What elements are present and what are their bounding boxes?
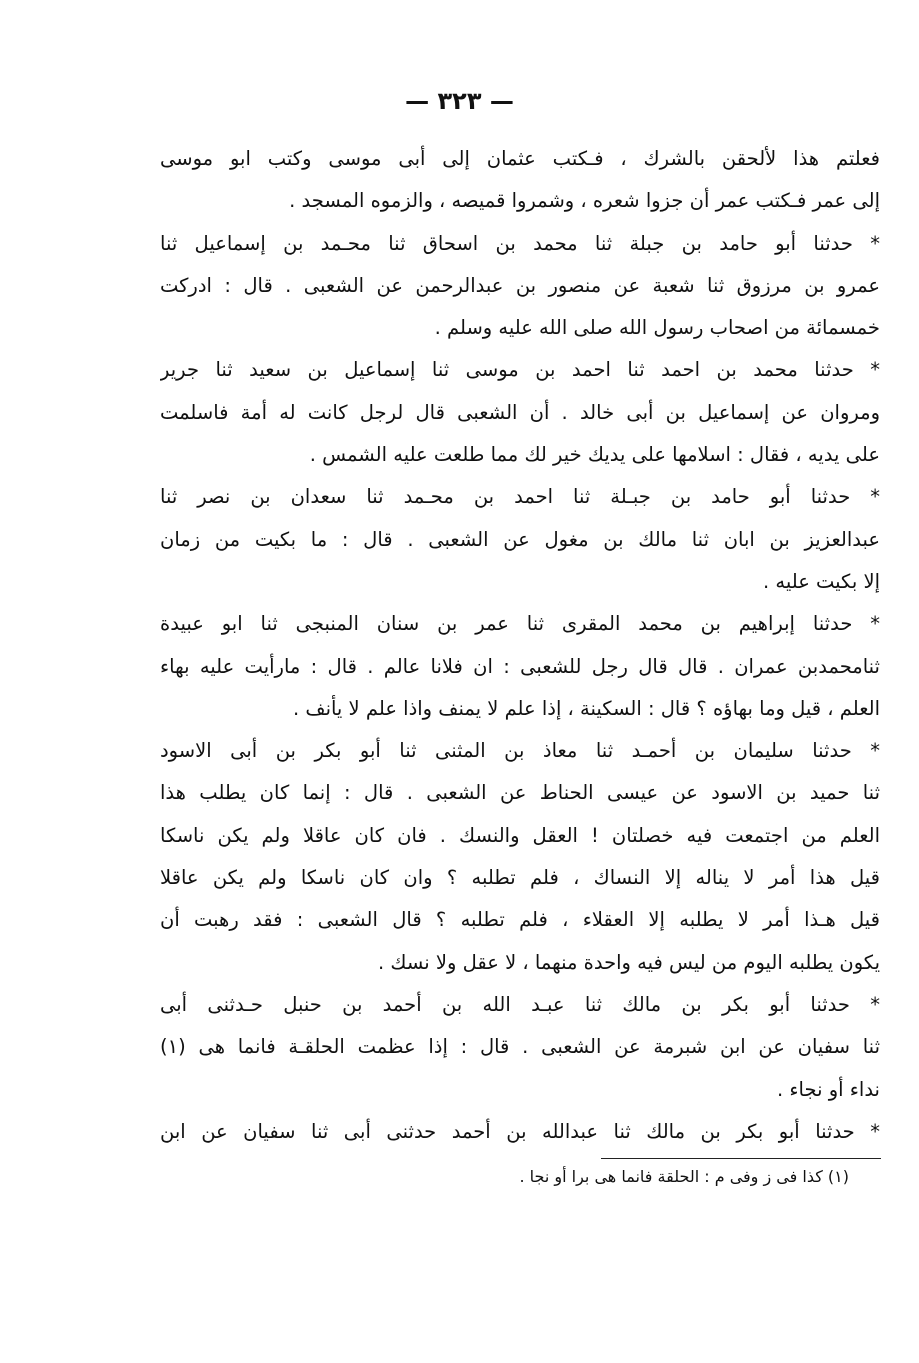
footnote: (١) كذا فى ز وفى م : الحلقة فانما هى برا أو نجا . (519, 1167, 849, 1186)
text-line: فعلتم هذا لألحقن بالشرك ، فـكتب عثمان إلى أبى موسى وكتب ابو موسى (160, 147, 880, 170)
text-line: قيل هذا أمر لا يناله إلا النساك ، فلم تطلبه ؟ وان كان ناسكا ولم يكن عاقلا (160, 866, 880, 890)
text-line: ثنامحمدبن عمران . قال قال رجل للشعبى : ان فلانا عالم . قال : مارأيت عليه بهاء (160, 654, 880, 678)
text-line: * حدثنا محمد بن احمد ثنا احمد بن موسى ثنا إسماعيل بن سعيد ثنا جرير (160, 358, 880, 382)
body-text (160, 138, 880, 1153)
text-line: ومروان عن إسماعيل بن أبى خالد . أن الشعبى قال لرجل كانت له أمة فاسلمت (160, 400, 880, 424)
text-line: * حدثنا سليمان بن أحمـد ثنا معاذ بن المثنى ثنا أبو بكر بن أبى الاسود (160, 739, 880, 763)
text-line: العلم ، قيل وما بهاؤه ؟ قال : السكينة ، إذا علم لا يمنف واذا علم لا يأنف . (292, 696, 880, 720)
text-line: * حدثنا أبو حامد بن جبـلة ثنا احمد بن محـمد ثنا سعدان بن نصر ثنا (160, 485, 880, 509)
text-line: العلم من اجتمعت فيه خصلتان ! العقل والنسك . فان كان عاقلا ولم يكن ناسكا (160, 823, 880, 847)
text-line: عبدالعزيز بن ابان ثنا مالك بن مغول عن الشعبى . قال : ما بكيت من زمان (160, 527, 880, 551)
text-line: ثنا حميد بن الاسود عن عيسى الحناط عن الشعبى . قال : إنما كان يطلب هذا (160, 781, 880, 805)
text-line: ثنا سفيان عن ابن شبرمة عن الشعبى . قال : إذا عظمت الحلقـة فانما هى (١) (160, 1035, 880, 1059)
footnote-divider (601, 1158, 881, 1159)
text-line: * حدثنا أبو بكر بن مالك ثنا عبدالله بن أحمد حدثنى أبى ثنا سفيان عن ابن (160, 1119, 880, 1143)
text-line: خمسمائة من اصحاب رسول الله صلى الله عليه وسلم . (434, 316, 880, 340)
text-line: يكون يطلبه اليوم من ليس فيه واحدة منهما ، لا عقل ولا نسك . (378, 950, 880, 974)
text-line: قيل هـذا أمر لا يطلبه إلا العقلاء ، فلم تطلبه ؟ قال الشعبى : فقد رهبت أن (160, 908, 880, 932)
text-line: نداء أو نجاء . (776, 1077, 880, 1101)
text-line: * حدثنا إبراهيم بن محمد المقرى ثنا عمر بن سنان المنبجى ثنا ابو عبيدة (160, 612, 880, 636)
text-line: إلا بكيت عليه . (763, 569, 880, 593)
text-line: إلى عمر فـكتب عمر أن جزوا شعره ، وشمروا قميصه ، والزموه المسجد . (289, 189, 880, 213)
text-line: على يديه ، فقال : اسلامها على يديك خير لك مما طلعت عليه الشمس . (309, 443, 880, 467)
text-line: * حدثنا أبو حامد بن جبلة ثنا محمد بن اسحاق ثنا محـمد بن إسماعيل ثنا (160, 231, 880, 255)
page-number: — ٣٢٣ — (405, 87, 514, 115)
text-line: * حدثنا أبو بكر بن مالك ثنا عبـد الله بن أحمد بن حنبل حـدثنى أبى (160, 992, 880, 1016)
text-line: عمرو بن مرزوق ثنا شعبة عن منصور بن عبدالرحمن عن الشعبى . قال : ادركت (160, 273, 880, 297)
